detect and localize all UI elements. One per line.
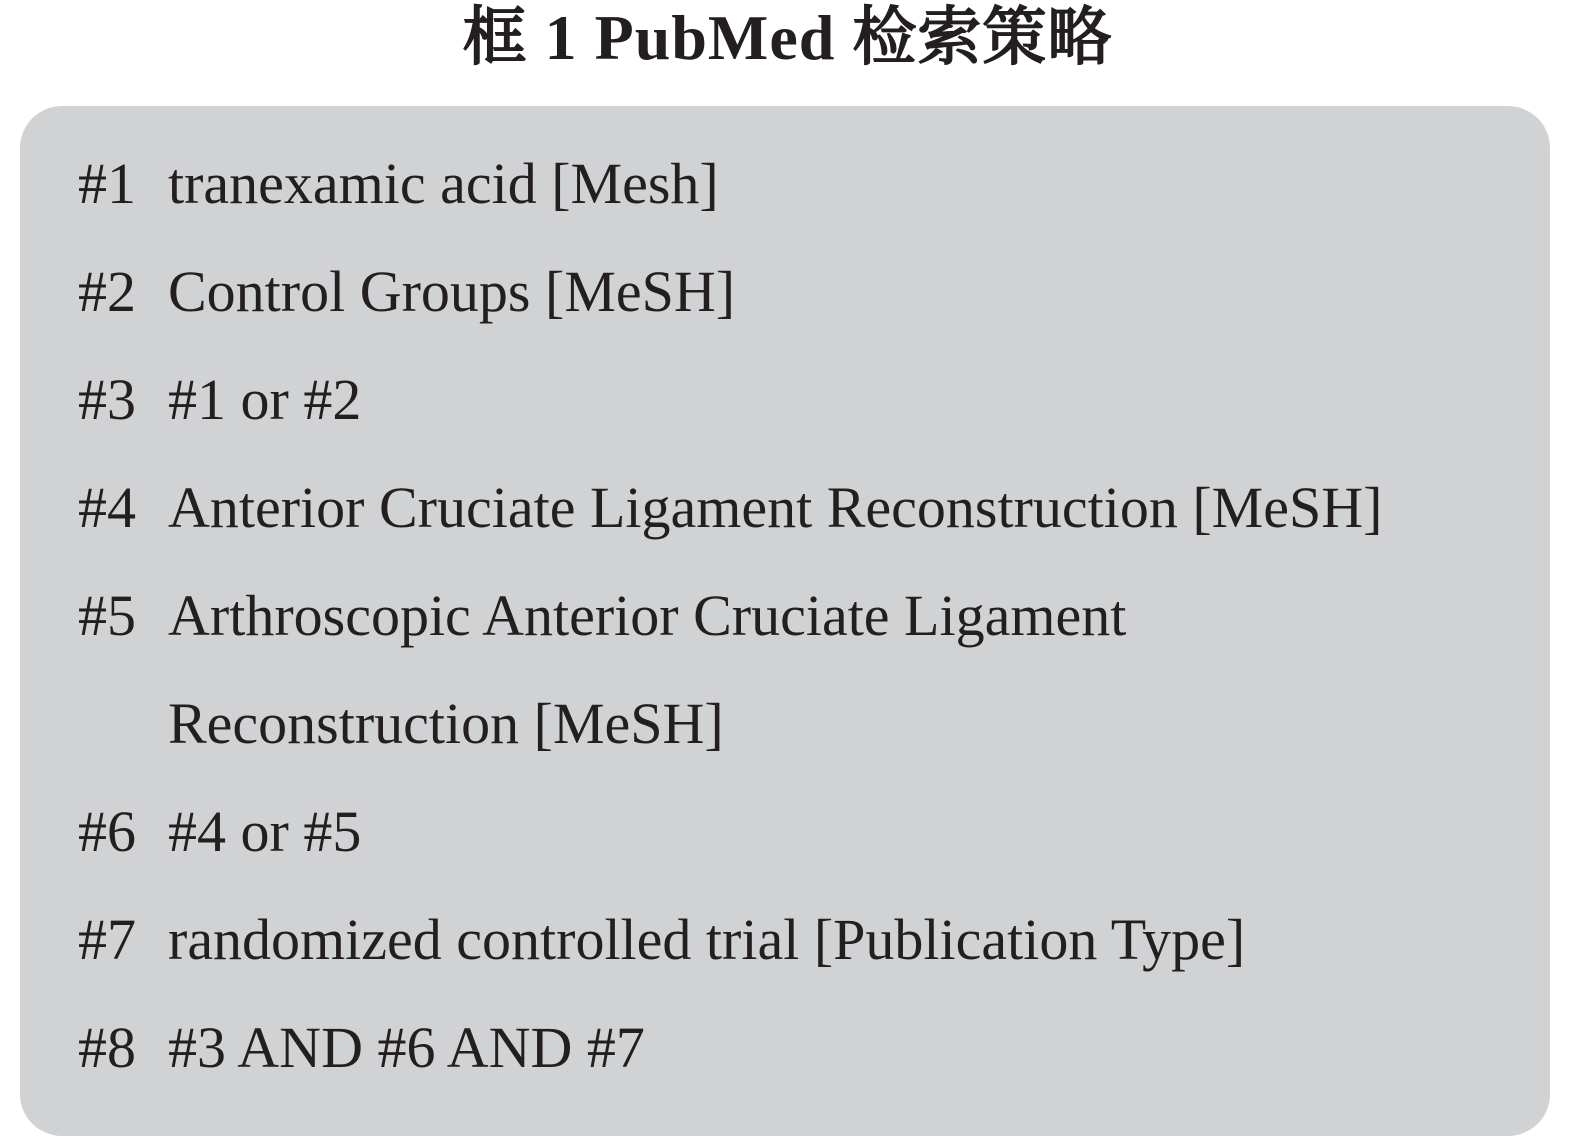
search-term: randomized controlled trial [Publication Type] xyxy=(168,907,1246,972)
search-term: Control Groups [MeSH] xyxy=(168,259,736,324)
line-number: #8 xyxy=(78,1015,136,1080)
search-term: #3 AND #6 AND #7 xyxy=(168,1015,645,1080)
search-term: Reconstruction [MeSH] xyxy=(168,691,724,756)
search-term: tranexamic acid [Mesh] xyxy=(168,151,719,216)
search-term: #4 or #5 xyxy=(168,799,362,864)
search-term: Arthroscopic Anterior Cruciate Ligament xyxy=(168,583,1127,648)
line-number: #5 xyxy=(78,583,136,648)
line-number: #4 xyxy=(78,475,136,540)
line-number: #1 xyxy=(78,151,136,216)
search-term: Anterior Cruciate Ligament Reconstruction [MeSH] xyxy=(168,475,1383,540)
search-term: #1 or #2 xyxy=(168,367,362,432)
line-number: #6 xyxy=(78,799,136,864)
line-number: #7 xyxy=(78,907,136,972)
search-strategy-box xyxy=(20,106,1550,1136)
box-title: 框 1 PubMed 检索策略 xyxy=(462,2,1113,73)
line-number: #2 xyxy=(78,259,136,324)
line-number: #3 xyxy=(78,367,136,432)
